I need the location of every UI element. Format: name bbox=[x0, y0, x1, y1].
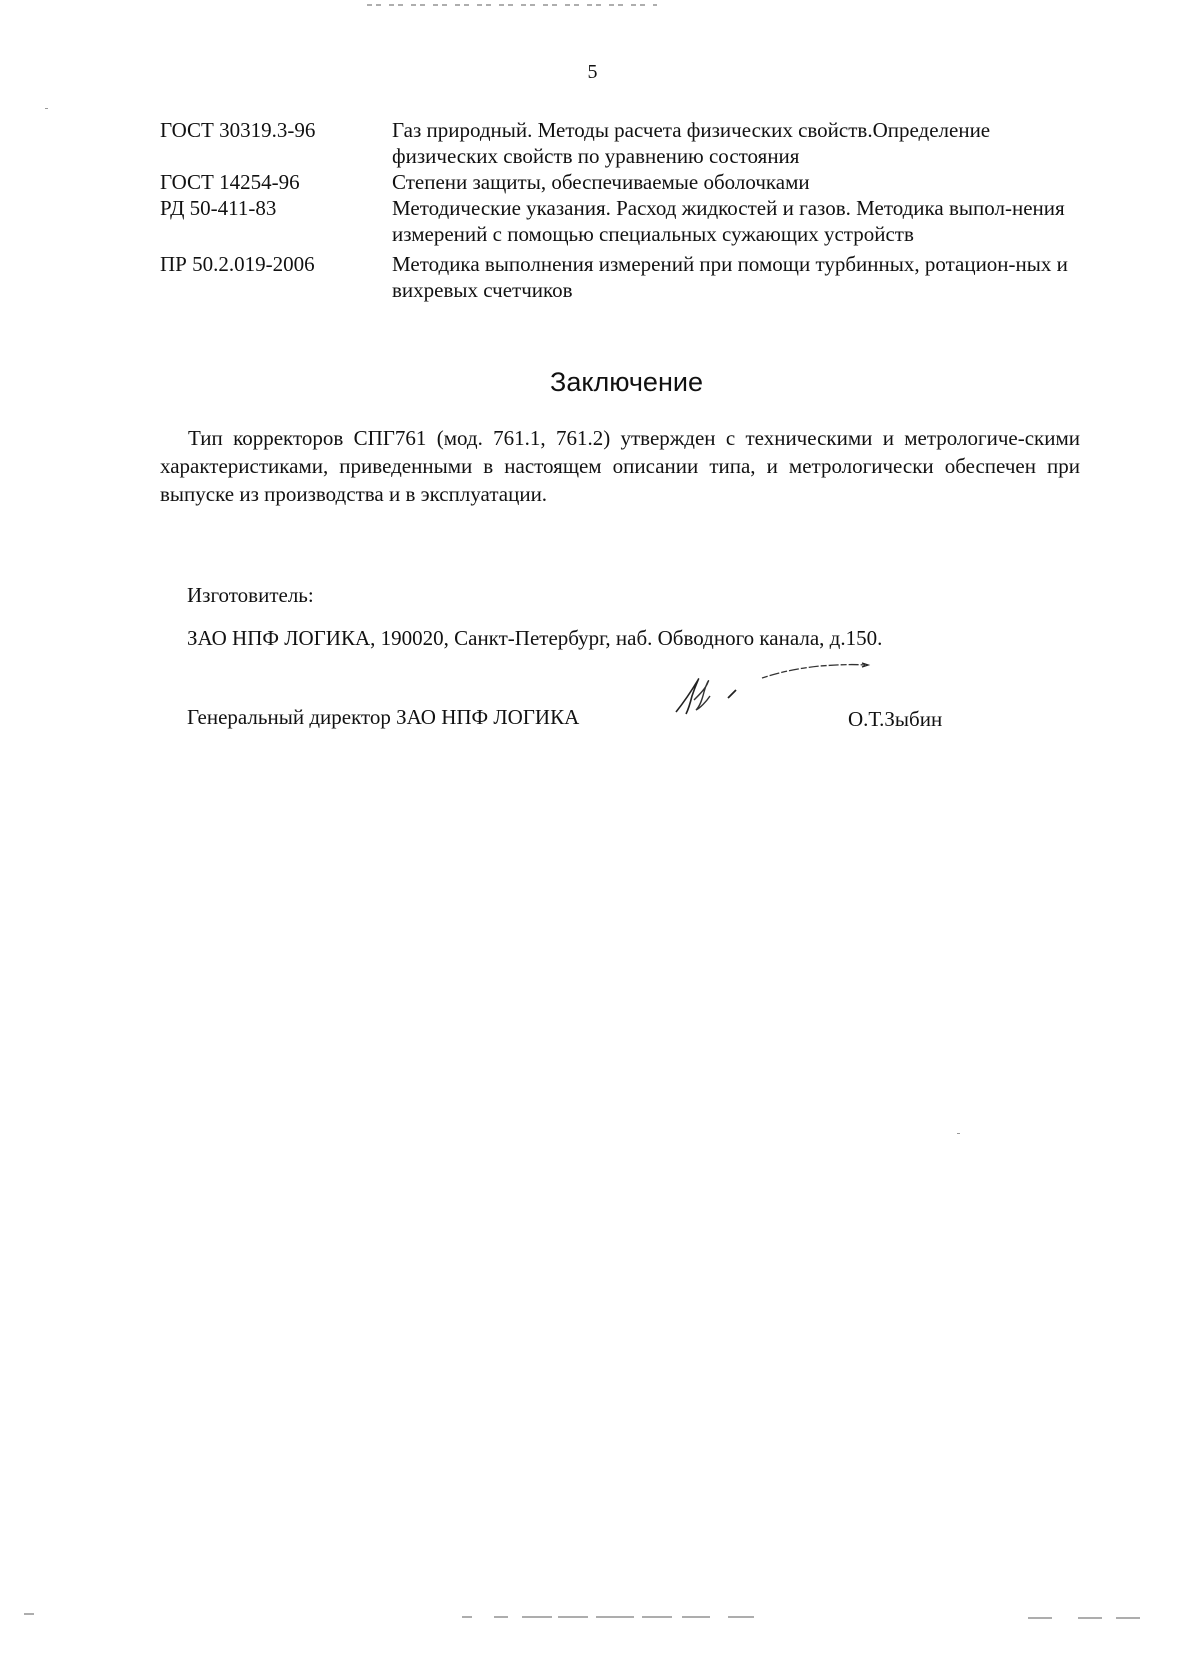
reference-description: Газ природный. Методы расчета физических свойств.Определение физических свойств по уравнению состояния bbox=[392, 118, 991, 168]
reference-row bbox=[160, 251, 1080, 303]
signoff-position: Генеральный директор ЗАО НПФ ЛОГИКА bbox=[187, 705, 580, 729]
conclusion-paragraph: Тип корректоров СПГ761 (мод. 761.1, 761.2) утвержден с техническими и метрологиче-скими характеристиками, приведенными в настоящем описании типа, и метрологически обеспечен при выпуске из производства и в эксплуатации. bbox=[160, 426, 1080, 506]
scan-artifact-bottom bbox=[642, 1616, 672, 1618]
scan-artifact-top bbox=[367, 4, 657, 6]
reference-row bbox=[160, 169, 1080, 195]
reference-row bbox=[160, 195, 1080, 247]
reference-code: ГОСТ 30319.3-96 bbox=[160, 118, 316, 142]
scan-artifact-bottom bbox=[24, 1613, 34, 1615]
signer-name: О.Т.Зыбин bbox=[848, 707, 943, 731]
reference-description: Степени защиты, обеспечиваемые оболочками bbox=[392, 170, 810, 194]
scan-artifact-bottom bbox=[728, 1616, 754, 1618]
scan-artifact-bottom bbox=[494, 1616, 508, 1618]
page-number: 5 bbox=[587, 61, 598, 83]
reference-code: ПР 50.2.019-2006 bbox=[160, 252, 315, 276]
scan-artifact-bottom bbox=[462, 1616, 472, 1618]
reference-code: РД 50-411-83 bbox=[160, 196, 277, 220]
reference-row bbox=[160, 117, 1080, 169]
manufacturer-label: Изготовитель: bbox=[187, 583, 314, 607]
scan-artifact-left bbox=[45, 108, 48, 109]
reference-description: Методические указания. Расход жидкостей и газов. Методика выпол-нения измерений с помощью специальных сужающих устройств bbox=[392, 196, 1065, 246]
normative-references-list bbox=[160, 117, 1080, 303]
manufacturer-address: ЗАО НПФ ЛОГИКА, 190020, Санкт-Петербург, наб. Обводного канала, д.150. bbox=[187, 626, 883, 650]
scan-artifact-right bbox=[957, 1133, 960, 1134]
scan-artifact-bottom bbox=[1116, 1617, 1140, 1619]
reference-code: ГОСТ 14254-96 bbox=[160, 170, 300, 194]
scan-artifact-bottom bbox=[1078, 1617, 1102, 1619]
reference-description: Методика выполнения измерений при помощи турбинных, ротацион-ных и вихревых счетчиков bbox=[392, 252, 1068, 302]
scan-artifact-bottom bbox=[596, 1616, 634, 1618]
scan-artifact-bottom bbox=[558, 1616, 588, 1618]
scan-artifact-bottom bbox=[1028, 1617, 1052, 1619]
scan-artifact-bottom bbox=[682, 1616, 710, 1618]
scan-artifact-bottom bbox=[522, 1616, 552, 1618]
section-title-conclusion: Заключение bbox=[550, 367, 703, 397]
